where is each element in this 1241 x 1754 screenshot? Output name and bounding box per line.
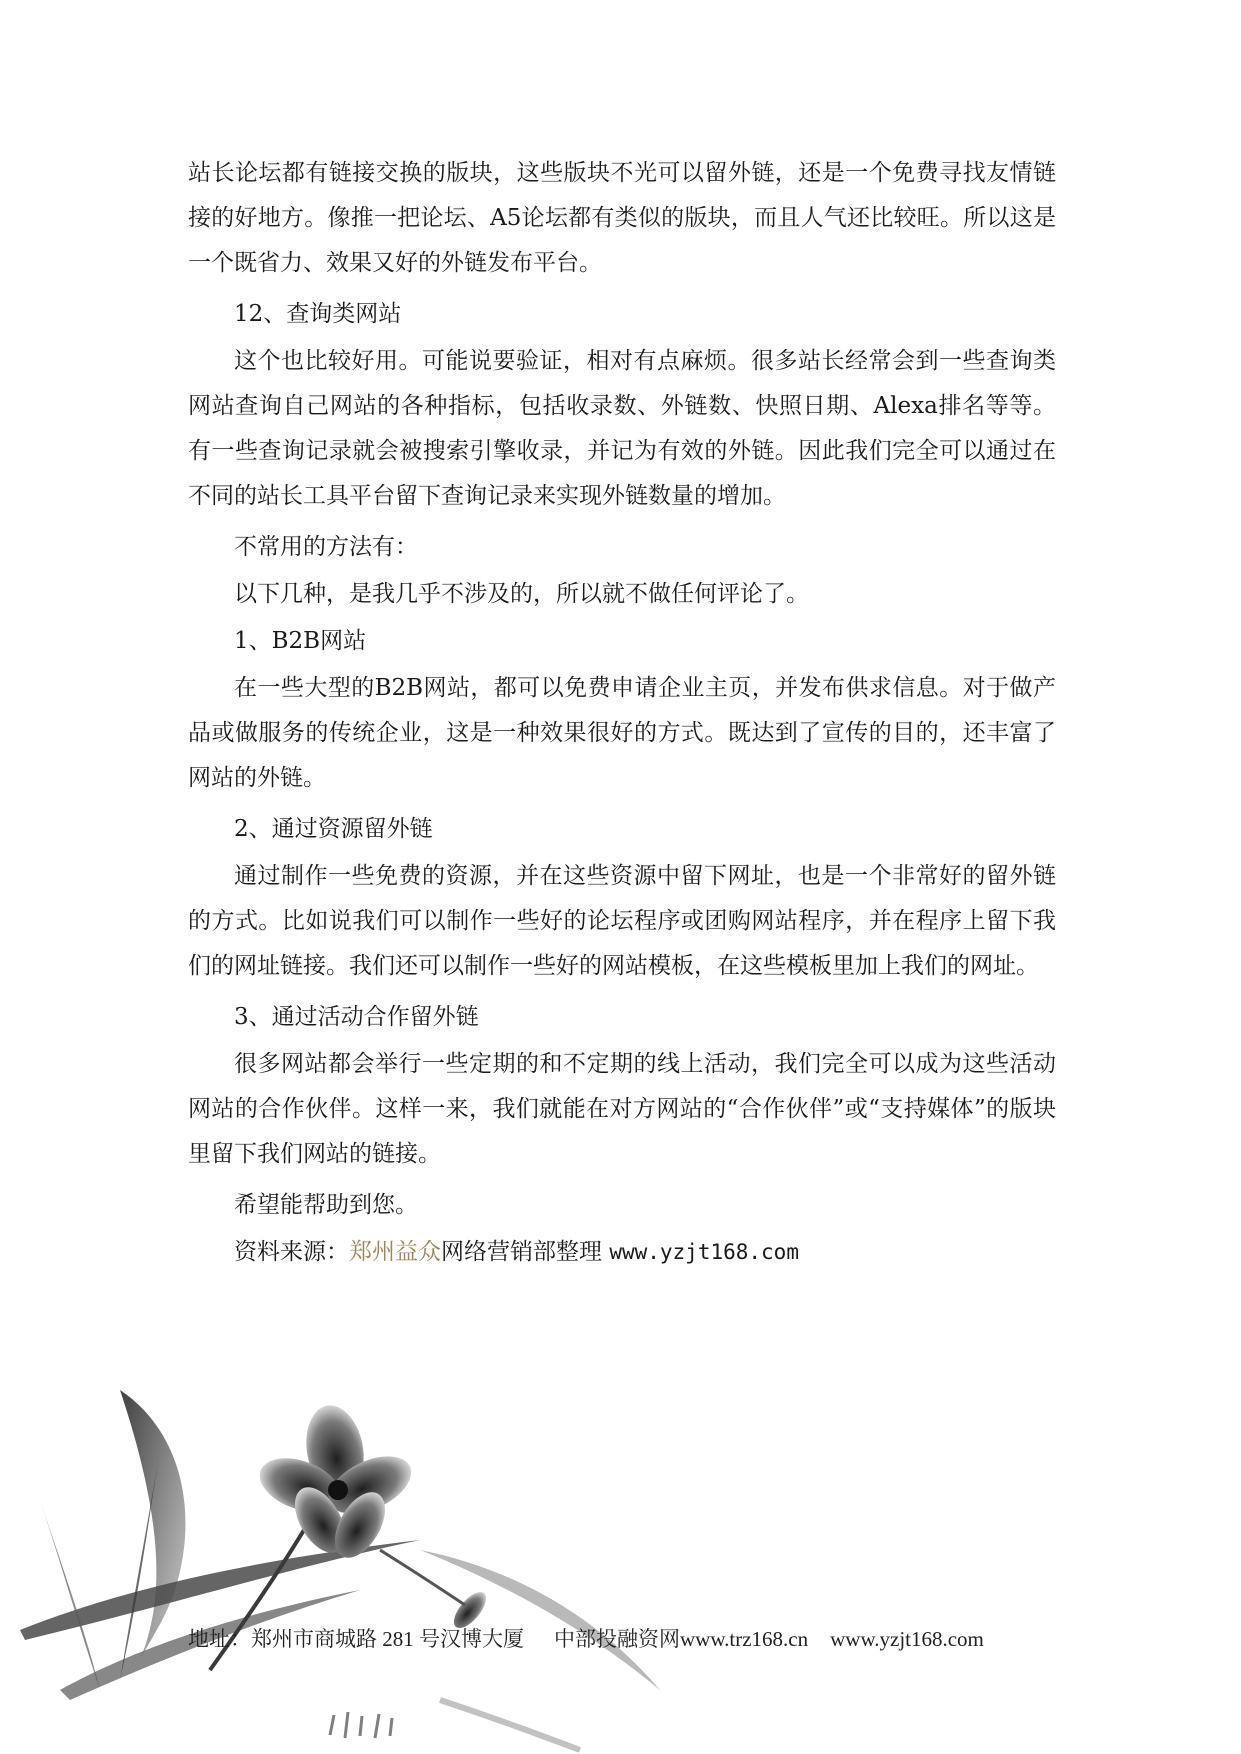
paragraph-query-sites: 这个也比较好用。可能说要验证，相对有点麻烦。很多站长经常会到一些查询类网站查询自己网站的各种指标，包括收录数、外链数、快照日期、Alexa排名等等。有一些查询记录就会被搜索引擎收录，并记为有效的外链。因此我们完全可以通过在不同的站长工具平台留下查询记录来实现外链数量的增加。 — [188, 348, 1056, 509]
footer-site1-label: 中部投融资网 — [554, 1627, 680, 1651]
paragraph-b2b: 在一些大型的B2B网站，都可以免费申请企业主页，并发布供求信息。对于做产品或做服务的传统企业，这是一种效果很好的方式。既达到了宣传的目的，还丰富了网站的外链。 — [188, 675, 1056, 791]
source-line — [188, 1230, 1056, 1275]
ink-orchid-illustration — [0, 1390, 700, 1754]
paragraph-forum-links: 站长论坛都有链接交换的版块，这些版块不光可以留外链，还是一个免费寻找友情链接的好地方。像推一把论坛、A5论坛都有类似的版块，而且人气还比较旺。所以这是一个既省力、效果又好的外链发布平台。 — [188, 160, 1056, 276]
heading-activities: 3、通过活动合作留外链 — [234, 1004, 479, 1030]
heading-resources: 2、通过资源留外链 — [234, 816, 433, 842]
source-org: 郑州益众 — [349, 1239, 441, 1265]
source-label: 资料来源： — [234, 1239, 349, 1265]
footer-site2-url[interactable]: www.yzjt168.com — [830, 1627, 984, 1651]
source-dept: 网络营销部整理 — [441, 1239, 602, 1265]
heading-b2b: 1、B2B网站 — [234, 628, 367, 654]
footer-site1-url[interactable]: www.trz168.cn — [680, 1627, 809, 1651]
paragraph-uncommon-intro: 以下几种，是我几乎不涉及的，所以就不做任何评论了。 — [234, 581, 809, 607]
document-body — [188, 151, 1056, 1281]
closing-line: 希望能帮助到您。 — [234, 1192, 418, 1218]
paragraph-resources: 通过制作一些免费的资源，并在这些资源中留下网址，也是一个非常好的留外链的方式。比如说我们可以制作一些好的论坛程序或团购网站程序，并在程序上留下我们的网址链接。我们还可以制作一些好的网站模板，在这些模板里加上我们的网址。 — [188, 863, 1056, 979]
paragraph-activities: 很多网站都会举行一些定期的和不定期的线上活动，我们完全可以成为这些活动网站的合作伙伴。这样一来，我们就能在对方网站的“合作伙伴”或“支持媒体”的版块里留下我们网站的链接。 — [188, 1051, 1056, 1167]
heading-query-sites: 12、查询类网站 — [234, 301, 402, 327]
source-url: www.yzjt168.com — [609, 1240, 799, 1264]
footer-address: 地址：郑州市商城路 281 号汉博大厦 — [188, 1627, 524, 1651]
heading-uncommon-methods: 不常用的方法有： — [234, 534, 418, 560]
page-footer — [188, 1623, 1088, 1653]
